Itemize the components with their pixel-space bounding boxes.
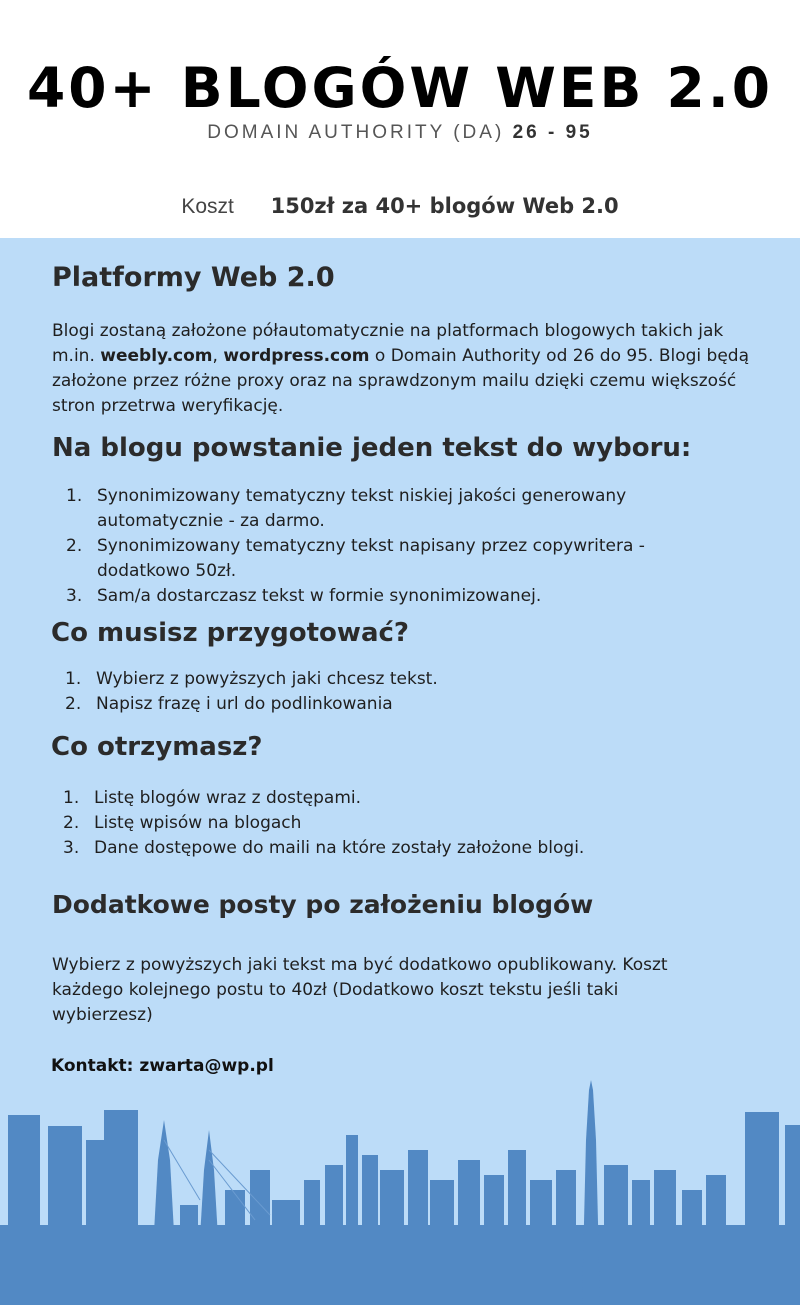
building: [8, 1115, 40, 1305]
contact-label: Kontakt:: [51, 1056, 134, 1076]
building: [682, 1190, 702, 1305]
list-number: 1.: [66, 486, 83, 506]
building: [408, 1150, 428, 1305]
list-number: 1.: [63, 788, 80, 808]
receive-list: [63, 786, 703, 861]
list-item-text: Wybierz z powyższych jaki chcesz tekst.: [96, 669, 438, 689]
building: [632, 1180, 650, 1305]
building: [48, 1126, 82, 1305]
building: [785, 1125, 800, 1305]
list-item: [63, 811, 703, 836]
list-item-text: Napisz frazę i url do podlinkowania: [96, 694, 393, 714]
weebly-link[interactable]: weebly.com: [100, 346, 213, 366]
building: [250, 1170, 270, 1305]
subtitle-prefix: DOMAIN AUTHORITY (DA): [207, 122, 505, 143]
list-number: 2.: [65, 694, 82, 714]
building: [380, 1170, 404, 1305]
building: [346, 1135, 358, 1305]
list-number: 3.: [63, 838, 80, 858]
building: [484, 1175, 504, 1305]
building: [745, 1112, 779, 1305]
list-item-text: Dane dostępowe do maili na które zostały założone blogi.: [94, 838, 585, 858]
building: [530, 1180, 552, 1305]
building: [304, 1180, 320, 1305]
text-choice-heading: Na blogu powstanie jeden tekst do wyboru:: [52, 433, 692, 463]
building: [104, 1110, 138, 1305]
prepare-heading: Co musisz przygotować?: [51, 618, 409, 648]
list-item: [66, 534, 691, 584]
platforms-sep: ,: [212, 346, 224, 366]
prepare-list: [65, 667, 705, 717]
city-skyline-illustration: [0, 1080, 800, 1305]
wordpress-link[interactable]: wordpress.com: [223, 346, 370, 366]
building: [362, 1155, 378, 1305]
building: [654, 1170, 676, 1305]
building: [458, 1160, 480, 1305]
list-number: 2.: [63, 813, 80, 833]
list-item: [65, 692, 705, 717]
building: [86, 1140, 106, 1305]
building: [508, 1150, 526, 1305]
building: [225, 1190, 245, 1305]
platforms-text-1: Blogi zostaną założone półautomatycznie na platformach blogowych takich jak m.in.: [52, 321, 724, 366]
cost-row: [0, 194, 800, 219]
list-item: [66, 584, 691, 609]
platforms-text: [52, 319, 752, 419]
cost-label: Koszt: [181, 195, 234, 218]
list-item: [65, 667, 705, 692]
building: [430, 1180, 454, 1305]
list-number: 2.: [66, 536, 83, 556]
platforms-heading: Platformy Web 2.0: [52, 262, 335, 293]
building: [180, 1205, 198, 1305]
contact-email[interactable]: zwarta@wp.pl: [139, 1056, 274, 1076]
skyline-silhouette: [0, 1080, 800, 1305]
list-number: 3.: [66, 586, 83, 606]
list-item: [63, 786, 703, 811]
contact-line: [51, 1056, 274, 1076]
extra-text: Wybierz z powyższych jaki tekst ma być dodatkowo opublikowany. Koszt każdego kolejnego postu to 40zł (Dodatkowo koszt tekstu jeśli taki wybierzesz): [52, 955, 668, 1025]
cost-value: 150zł za 40+ blogów Web 2.0: [270, 194, 619, 218]
list-number: 1.: [65, 669, 82, 689]
building: [556, 1170, 576, 1305]
extra-heading: Dodatkowe posty po założeniu blogów: [52, 890, 594, 919]
list-item-text: Synonimizowany tematyczny tekst napisany przez copywritera - dodatkowo 50zł.: [97, 536, 645, 581]
receive-heading: Co otrzymasz?: [51, 732, 263, 762]
text-choice-list: [66, 484, 691, 609]
building: [272, 1200, 300, 1305]
subtitle-range: 26 - 95: [512, 122, 593, 143]
list-item-text: Listę blogów wraz z dostępami.: [94, 788, 362, 808]
list-item: [63, 836, 703, 861]
list-item-text: Listę wpisów na blogach: [94, 813, 302, 833]
building: [325, 1165, 343, 1305]
spire-tower: [582, 1080, 600, 1305]
building: [706, 1175, 726, 1305]
list-item: [66, 484, 691, 534]
header-band: [0, 0, 800, 238]
building: [604, 1165, 628, 1305]
list-item-text: Sam/a dostarczasz tekst w formie synonimizowanej.: [97, 586, 542, 606]
list-item-text: Synonimizowany tematyczny tekst niskiej jakości generowany automatycznie - za darmo.: [97, 486, 627, 531]
platforms-text-2: o Domain Authority od 26 do 95. Blogi będą założone przez różne proxy oraz na sprawdzonym mailu dzięki czemu większość stron przetrwa weryfikację.: [52, 346, 749, 416]
domain-authority-subtitle: [0, 122, 800, 144]
page-title: 40+ BLOGÓW WEB 2.0: [27, 56, 773, 120]
tower: [150, 1120, 178, 1305]
tower: [196, 1130, 222, 1305]
